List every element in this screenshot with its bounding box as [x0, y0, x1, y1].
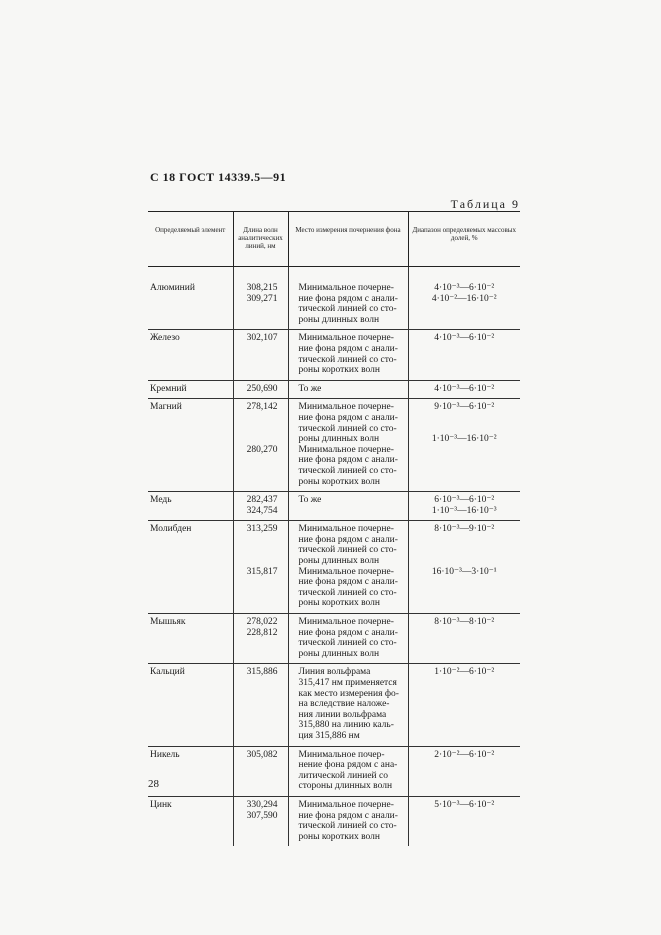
method-cell — [288, 267, 408, 330]
wavelength-cell-line: 305,082 — [246, 749, 278, 760]
wavelength-cell-line: 307,590 — [246, 810, 278, 821]
method-cell-line: Минимальное почерне- — [298, 402, 394, 413]
wavelength-cell — [233, 330, 288, 380]
wavelength-cell-line: 309,271 — [246, 293, 278, 304]
element-cell: Кремний — [148, 380, 233, 399]
method-cell-line: ние фона рядом с анали- — [298, 455, 398, 466]
method-cell-line: литической линией со — [298, 770, 388, 781]
range-cell-line: 4·10⁻³—6·10⁻² — [434, 383, 495, 394]
method-cell-line: Минимальное почерне- — [298, 444, 394, 455]
method-cell-line: ние фона рядом с анали- — [298, 412, 398, 423]
method-cell — [288, 492, 408, 521]
method-cell — [288, 746, 408, 796]
method-cell-line: роны длинных волн — [298, 314, 380, 325]
method-cell-line: роны коротких волн — [298, 831, 380, 842]
element-cell: Магний — [148, 399, 233, 492]
wavelength-cell-line: 278,142 — [246, 402, 278, 413]
wavelength-cell-line: 278,022 — [246, 617, 278, 628]
range-cell-line: 1·10⁻²—6·10⁻² — [434, 667, 495, 678]
table-row — [148, 380, 520, 399]
range-cell — [408, 521, 520, 614]
method-cell-line: нение фона рядом с ана- — [298, 760, 398, 771]
wavelength-cell-line: 315,886 — [246, 667, 278, 678]
element-cell: Алюминий — [148, 267, 233, 330]
method-cell-line: ция 315,886 нм — [298, 730, 360, 741]
range-cell — [408, 746, 520, 796]
method-cell — [288, 614, 408, 664]
method-cell-line: ние фона рядом с анали- — [298, 627, 398, 638]
wavelength-cell-line: 315,817 — [246, 566, 278, 577]
method-cell-line: на вследствие наложе- — [298, 699, 390, 710]
wavelength-cell — [233, 614, 288, 664]
range-cell-line: 1·10⁻³—16·10⁻³ — [431, 505, 497, 516]
column-header-element: Определяемый элемент — [148, 212, 233, 267]
method-cell-line: 315,880 на линию каль- — [298, 720, 394, 731]
table-row — [148, 796, 520, 846]
wavelength-cell-line: 330,294 — [246, 799, 278, 810]
range-cell — [408, 380, 520, 399]
column-header-range: Диапазон определяемых массовых долей, % — [408, 212, 520, 267]
method-cell-line: Минимальное почерне- — [298, 283, 394, 293]
method-cell-line: Минимальное почерне- — [298, 333, 394, 344]
element-cell: Железо — [148, 330, 233, 380]
method-cell-line: тической линией со сто- — [298, 354, 397, 365]
wavelength-cell-line: 308,215 — [246, 283, 278, 293]
range-cell — [408, 664, 520, 746]
range-cell — [408, 492, 520, 521]
data-table — [148, 211, 520, 846]
method-cell — [288, 399, 408, 492]
element-cell: Никель — [148, 746, 233, 796]
method-cell-line: тической линией со сто- — [298, 545, 397, 556]
wavelength-cell-line: 280,270 — [246, 444, 278, 455]
range-cell-line — [413, 535, 517, 546]
wavelength-cell — [233, 796, 288, 846]
method-cell — [288, 521, 408, 614]
method-cell-line: ние фона рядом с анали- — [298, 810, 398, 821]
method-cell-line: ние фона рядом с анали- — [298, 534, 398, 545]
element-cell: Цинк — [150, 799, 172, 810]
method-cell-line: То же — [298, 383, 322, 394]
document-header: С 18 ГОСТ 14339.5—91 — [150, 170, 287, 184]
table-row — [148, 492, 520, 521]
range-cell-line: 8·10⁻³—8·10⁻² — [434, 617, 495, 628]
range-cell-line: 16·10⁻³—3·10⁻¹ — [431, 566, 497, 577]
page-number: 28 — [148, 778, 159, 790]
method-cell — [288, 796, 408, 846]
table-title: Таблица 9 — [450, 197, 520, 211]
method-cell-line: роны длинных волн — [298, 556, 380, 567]
element-cell: Медь — [148, 492, 233, 521]
range-cell — [408, 796, 520, 846]
method-cell-line: Минимальное почер- — [298, 749, 385, 760]
range-cell-line — [413, 413, 517, 424]
range-cell-line: 2·10⁻²—6·10⁻² — [434, 749, 495, 760]
method-cell — [288, 664, 408, 746]
wavelength-cell-line — [238, 434, 278, 445]
method-cell-line: ние фона рядом с анали- — [298, 343, 398, 354]
method-cell-line: тической линией со сто- — [298, 638, 397, 649]
table-row — [148, 521, 520, 614]
element-cell: Мышьяк — [148, 614, 233, 664]
range-cell — [408, 399, 520, 492]
range-cell-line: 4·10⁻³—6·10⁻² — [434, 333, 495, 344]
method-cell-line: Минимальное почерне- — [298, 617, 394, 628]
element-cell: Кальций — [148, 664, 233, 746]
method-cell-line: ния линии вольфрама — [298, 709, 387, 720]
wavelength-cell-line — [238, 413, 278, 424]
method-cell-line: Минимальное почерне- — [298, 524, 394, 535]
wavelength-cell — [233, 521, 288, 614]
method-cell-line: 315,417 нм применяется — [298, 678, 397, 688]
range-cell-line — [413, 545, 517, 556]
method-cell-line: Минимальное почерне- — [298, 566, 394, 577]
table-row — [148, 267, 520, 330]
wavelength-cell — [233, 664, 288, 746]
wavelength-cell-line: 302,107 — [246, 333, 278, 344]
wavelength-cell — [233, 267, 288, 330]
method-cell-line: роны коротких волн — [298, 598, 380, 609]
range-cell-line: 6·10⁻³—6·10⁻² — [434, 495, 495, 506]
wavelength-cell — [233, 399, 288, 492]
table-body — [148, 267, 520, 847]
method-cell — [288, 380, 408, 399]
table-row — [148, 399, 520, 492]
table-row — [148, 614, 520, 664]
wavelength-cell-line — [238, 424, 278, 435]
range-cell-line: 9·10⁻³—6·10⁻² — [434, 402, 495, 413]
wavelength-cell-line: 324,754 — [246, 505, 278, 516]
method-cell-line: ние фона рядом с анали- — [298, 293, 398, 304]
method-cell-line: То же — [298, 495, 322, 506]
table-row — [148, 746, 520, 796]
wavelength-cell — [233, 746, 288, 796]
range-cell-line: 4·10⁻³—6·10⁻² — [434, 283, 495, 293]
wavelength-cell — [233, 492, 288, 521]
method-cell-line: роны коротких волн — [298, 365, 380, 376]
method-cell-line: как место измерения фо- — [298, 688, 399, 699]
method-cell-line: тической линией со сто- — [298, 304, 397, 315]
wavelength-cell-line: 228,812 — [246, 627, 278, 638]
method-cell-line: тической линией со сто- — [298, 821, 397, 832]
method-cell — [288, 330, 408, 380]
table-row — [148, 664, 520, 746]
range-cell-line — [413, 556, 517, 567]
wavelength-cell-line: 250,690 — [246, 383, 278, 394]
column-header-wavelength: Длина волн аналитических линий, нм — [233, 212, 288, 267]
column-header-method: Место измерения почернения фона — [288, 212, 408, 267]
range-cell-line — [413, 424, 517, 435]
range-cell-line: 4·10⁻²—16·10⁻² — [431, 293, 497, 304]
range-cell-line: 5·10⁻³—6·10⁻² — [434, 799, 495, 810]
table-row — [148, 330, 520, 380]
table-header-row — [148, 212, 520, 267]
range-cell — [408, 267, 520, 330]
wavelength-cell-line: 282,437 — [246, 495, 278, 506]
range-cell-line: 1·10⁻³—16·10⁻² — [431, 434, 497, 445]
range-cell — [408, 614, 520, 664]
method-cell-line: стороны длинных волн — [298, 781, 393, 792]
element-cell: Молибден — [148, 521, 233, 614]
method-cell-line: ние фона рядом с анали- — [298, 577, 398, 588]
wavelength-cell-line: 313,259 — [246, 524, 278, 535]
method-cell-line: роны длинных волн — [298, 648, 380, 659]
method-cell-line: тической линией со сто- — [298, 587, 397, 598]
wavelength-cell — [233, 380, 288, 399]
wavelength-cell-line — [238, 556, 278, 567]
method-cell-line: Линия вольфрама — [298, 667, 371, 678]
method-cell-line: роны длинных волн — [298, 434, 380, 445]
wavelength-cell-line — [238, 535, 278, 546]
method-cell-line: роны коротких волн — [298, 476, 380, 487]
range-cell — [408, 330, 520, 380]
wavelength-cell-line — [238, 545, 278, 556]
range-cell-line: 8·10⁻³—9·10⁻² — [434, 524, 495, 535]
method-cell-line: тической линией со сто- — [298, 465, 397, 476]
method-cell-line: Минимальное почерне- — [298, 799, 394, 810]
method-cell-line: тической линией со сто- — [298, 423, 397, 434]
